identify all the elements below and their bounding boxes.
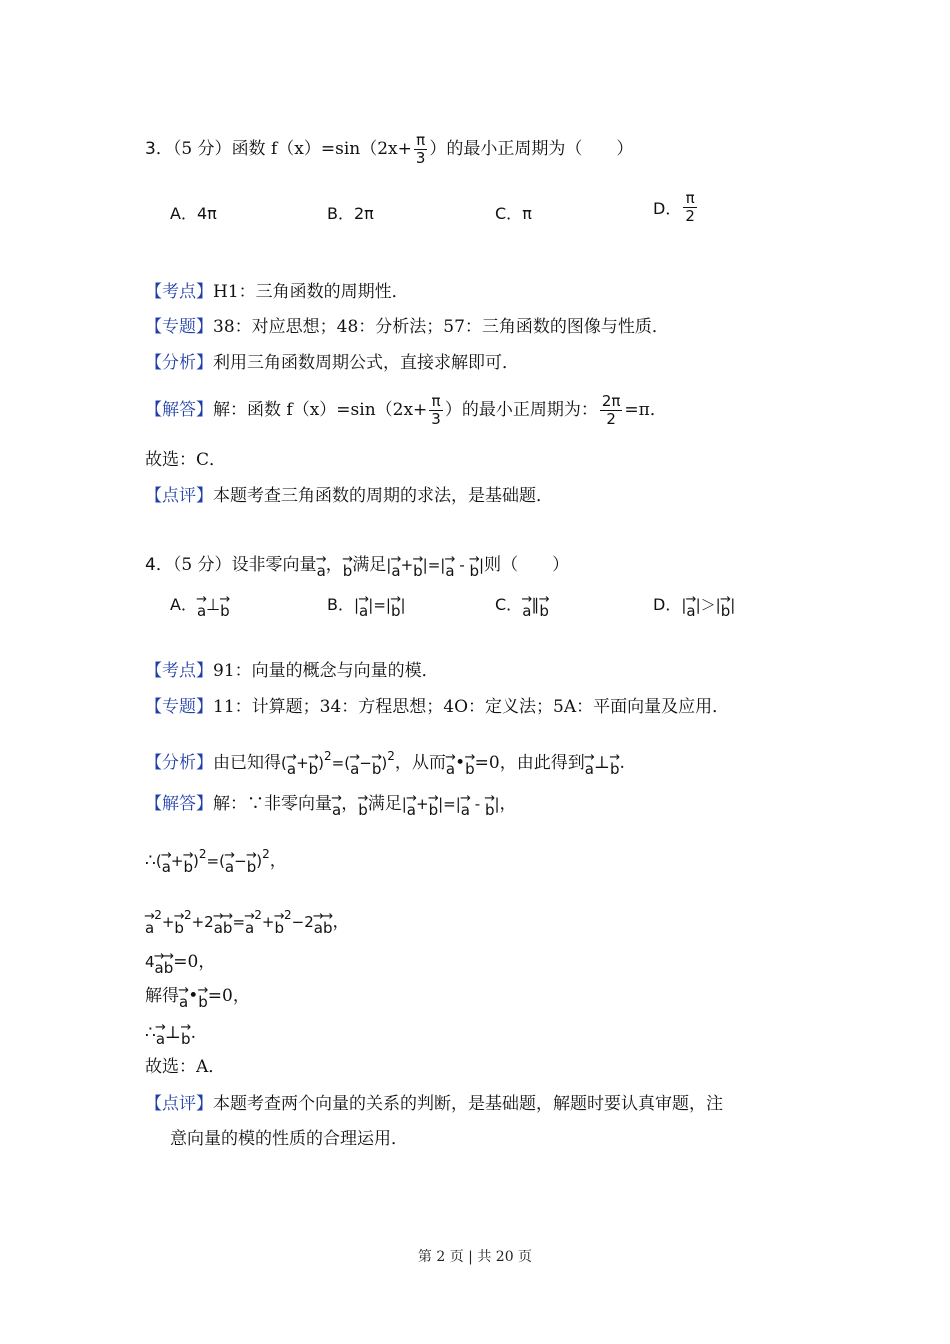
q3-option-a: A．4π (170, 204, 217, 223)
q3-dianping: 【点评】本题考查三角函数的周期的求法，是基础题． (145, 486, 553, 506)
q4-step-zero: 4→ a→ b=0， (145, 950, 215, 976)
q4-step-square: ∴(→ $a+\to b)^2=(\to a-\to b)^2$， (145, 842, 287, 875)
q3-stem: 3．（5 分）函数 f（x）=sin（2x+ $\frac{\pi}{3}$ ）的最小正周期为（ ） (145, 131, 634, 167)
q3-fraction: $\frac{\pi}{3}$ (415, 131, 426, 167)
q4-stem: 4．（5 分）设非零向量→ a，→ b满足|→ a+→ b|=|→ a - → b|则（ ） (145, 553, 569, 579)
q3-jieda: 【解答】解：函数 f（x）=sin（2x+ $\frac{\pi}{3}$ ）的最小正周期为： $\frac{2\pi}{2}$ =π． (145, 392, 667, 428)
q4-option-b: B．|→ a|=|→ b| (327, 592, 406, 619)
q3-kaodian: 【考点】H1：三角函数的周期性． (145, 282, 409, 302)
q4-fenxi: 【分析】由已知得(→ $a+\to b)^2=(\to a-\to b)^2$，从而→ a•→ b=0，由此得到→ a⊥→ b. (145, 744, 625, 777)
q4-option-c: C．→ a∥→ b (495, 592, 549, 619)
q4-option-d: D．|→ a|＞|→ b| (653, 592, 735, 619)
q4-step-perp: ∴→ a⊥→ b. (145, 1021, 196, 1047)
q3-fenxi: 【分析】利用三角函数周期公式，直接求解即可． (145, 353, 519, 373)
q4-dianping: 【点评】本题考查两个向量的关系的判断，是基础题，解题时要认真审题，注 (145, 1094, 723, 1114)
q3-answer: 故选：C． (145, 450, 227, 470)
page-footer: 第 2 页 | 共 20 页 (417, 1249, 533, 1265)
q4-kaodian: 【考点】91：向量的概念与向量的模． (145, 661, 439, 681)
q3-option-b: B．2π (327, 204, 374, 223)
q3-zhuanti: 【专题】38：对应思想；48：分析法；57：三角函数的图像与性质． (145, 317, 669, 337)
q4-jieda: 【解答】解：∵非零向量→ a，→ b满足|→ a+→ b|=|→ a - → b|， (145, 792, 517, 818)
q4-dianping-cont: 意向量的模的性质的合理运用． (170, 1129, 408, 1149)
q3-score: （5 分） (172, 139, 232, 159)
q3-option-d: D． $\frac{\pi}{2}$ (653, 189, 695, 225)
q4-step-dot: 解得→ a•→ b=0， (145, 984, 250, 1010)
q4-step-expand: → $a^2+\to b^2+2\to a\to b=\to a^2+\to b^2-2\to a\to b$， (145, 903, 349, 936)
q4-answer: 故选：A． (145, 1057, 226, 1077)
q4-zhuanti: 【专题】11：计算题；34：方程思想；4O：定义法；5A：平面向量及应用． (145, 697, 730, 717)
q3-option-c: C．π (495, 204, 532, 223)
q4-option-a: A．→ a⊥→ b (170, 592, 230, 619)
q3-number: 3． (145, 139, 173, 159)
